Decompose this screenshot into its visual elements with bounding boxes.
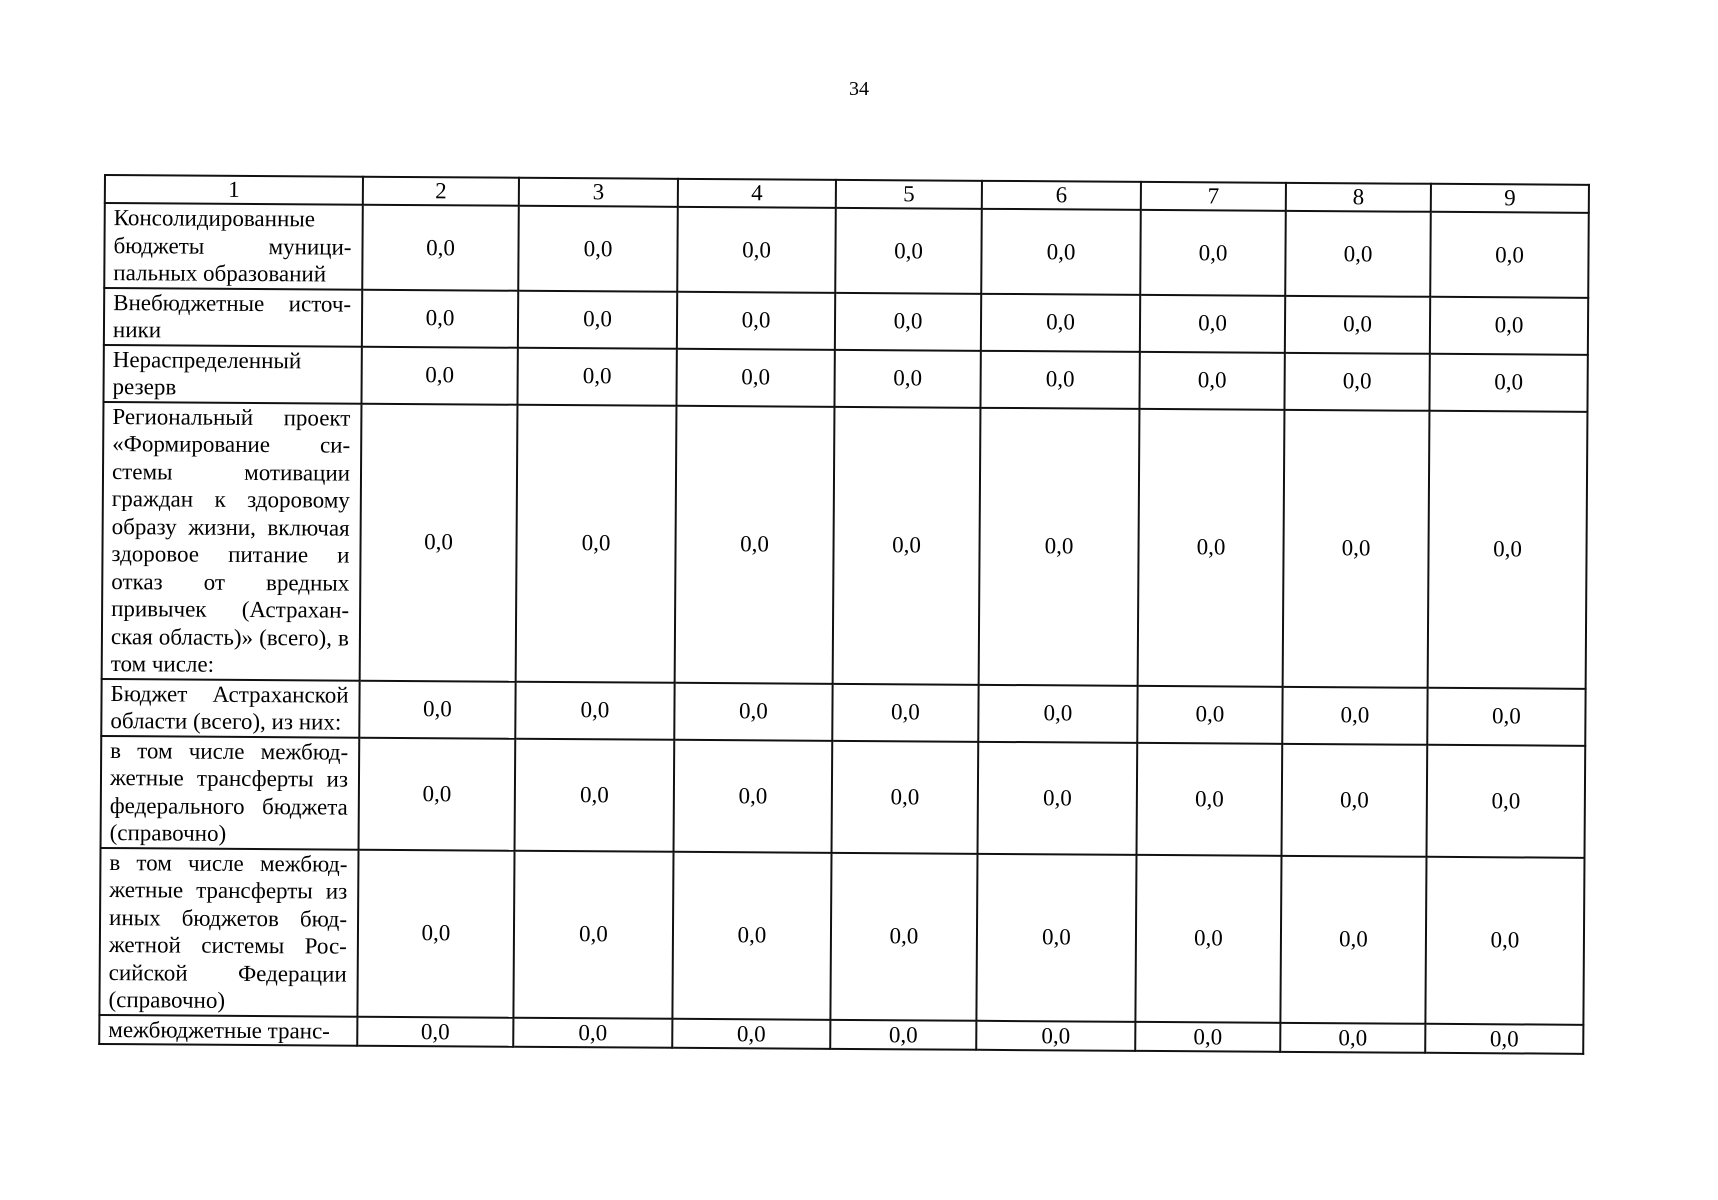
table-cell: 0,0: [1137, 685, 1282, 743]
row-label: Нераспределенный резерв: [103, 345, 361, 404]
table-cell: 0,0: [1284, 352, 1429, 410]
table-cell: 0,0: [362, 289, 518, 347]
table-cell: 0,0: [1425, 1023, 1583, 1054]
table-cell: 0,0: [976, 1020, 1135, 1051]
table-cell: 0,0: [362, 205, 519, 291]
table-cell: 0,0: [981, 293, 1140, 351]
table-cell: 0,0: [1138, 408, 1285, 686]
budget-table: [98, 174, 1590, 1055]
table-cell: 0,0: [1425, 856, 1584, 1024]
table-cell: 0,0: [976, 853, 1136, 1021]
table-cell: 0,0: [1280, 855, 1426, 1023]
row-label: в том числе межбюджетные трансферты из федерального бюджета (справочно): [101, 735, 360, 849]
table-cell: 0,0: [834, 349, 980, 407]
table-cell: 0,0: [981, 209, 1141, 295]
table-cell: 0,0: [1285, 211, 1431, 296]
table-row: [104, 288, 1588, 355]
table-cell: 0,0: [361, 346, 517, 404]
table-cell: 0,0: [357, 849, 514, 1017]
page-number: 34: [849, 78, 869, 100]
row-label: Региональный проект «Формирование системы мотивации граждан к здоровому образу жизни, включая здоровое питание и отказ от вредных привычек (Астраханская область)» (всего), в том числе:: [102, 402, 362, 681]
table-cell: 0,0: [979, 407, 1140, 685]
row-label: межбюджетные транс-: [99, 1014, 357, 1045]
table-cell: 0,0: [677, 291, 835, 349]
table-cell: 0,0: [672, 1018, 830, 1049]
column-header-2: 2: [363, 177, 519, 206]
table-cell: 0,0: [835, 292, 981, 350]
table-cell: 0,0: [518, 290, 677, 348]
table-cell: 0,0: [359, 680, 515, 738]
column-header-8: 8: [1286, 183, 1431, 212]
row-label: Консолидированные бюджеты муниципальных образований: [104, 203, 363, 289]
column-header-7: 7: [1141, 182, 1286, 211]
table-cell: 0,0: [1282, 686, 1427, 744]
column-header-1: 1: [105, 175, 363, 205]
table-cell: 0,0: [833, 406, 981, 684]
column-header-5: 5: [836, 180, 982, 209]
table-row: [99, 847, 1584, 1024]
table-cell: 0,0: [1135, 854, 1281, 1022]
table-cell: 0,0: [978, 741, 1138, 854]
table-cell: 0,0: [1139, 351, 1284, 409]
column-header-9: 9: [1431, 184, 1589, 213]
table-cell: 0,0: [674, 739, 833, 852]
table-cell: 0,0: [1135, 1021, 1280, 1051]
table-cell: 0,0: [1427, 687, 1585, 745]
table-cell: 0,0: [1427, 744, 1586, 857]
table-row: [104, 203, 1589, 297]
row-label: в том числе межбюджетные трансферты из иных бюджетов бюджетной системы Российской Федерации (справочно): [99, 847, 358, 1016]
table-cell: 0,0: [515, 738, 675, 851]
table-cell: 0,0: [513, 1017, 672, 1048]
row-label: Внебюджетные источники: [104, 288, 362, 347]
table-cell: 0,0: [1137, 742, 1283, 855]
table-cell: 0,0: [1283, 409, 1430, 687]
table-cell: 0,0: [1140, 210, 1286, 295]
table-cell: 0,0: [360, 403, 518, 681]
table-cell: 0,0: [676, 348, 834, 406]
table-cell: 0,0: [518, 206, 678, 292]
table-cell: 0,0: [516, 404, 677, 682]
table-cell: 0,0: [513, 850, 673, 1018]
table-cell: 0,0: [830, 1019, 976, 1049]
column-header-3: 3: [519, 178, 678, 207]
table-cell: 0,0: [832, 683, 978, 741]
table-cell: 0,0: [1140, 294, 1285, 352]
table-cell: 0,0: [830, 852, 977, 1020]
table-row: [101, 678, 1585, 745]
column-header-4: 4: [678, 179, 836, 208]
table-cell: 0,0: [832, 740, 979, 853]
table-cell: 0,0: [517, 347, 676, 405]
table-cell: 0,0: [1280, 1022, 1425, 1052]
table-cell: 0,0: [1430, 212, 1589, 298]
table-cell: 0,0: [1429, 353, 1587, 411]
table-cell: 0,0: [674, 682, 832, 740]
table-cell: 0,0: [677, 207, 836, 293]
table-cell: 0,0: [1430, 296, 1588, 354]
table-cell: 0,0: [357, 1016, 513, 1047]
table-cell: 0,0: [675, 405, 835, 683]
table-row: [102, 402, 1588, 689]
row-label: Бюджет Астраханской области (всего), из них:: [101, 678, 359, 737]
table-cell: 0,0: [1428, 410, 1588, 688]
table-cell: 0,0: [515, 681, 674, 739]
table-row: [101, 735, 1586, 857]
table-cell: 0,0: [835, 208, 982, 293]
column-header-6: 6: [982, 181, 1141, 210]
table-row: [103, 345, 1587, 412]
table-cell: 0,0: [978, 684, 1137, 742]
table-cell: 0,0: [1285, 295, 1430, 353]
table-cell: 0,0: [359, 737, 516, 850]
table-cell: 0,0: [1282, 743, 1428, 856]
table-cell: 0,0: [672, 851, 831, 1019]
table-cell: 0,0: [980, 350, 1139, 408]
